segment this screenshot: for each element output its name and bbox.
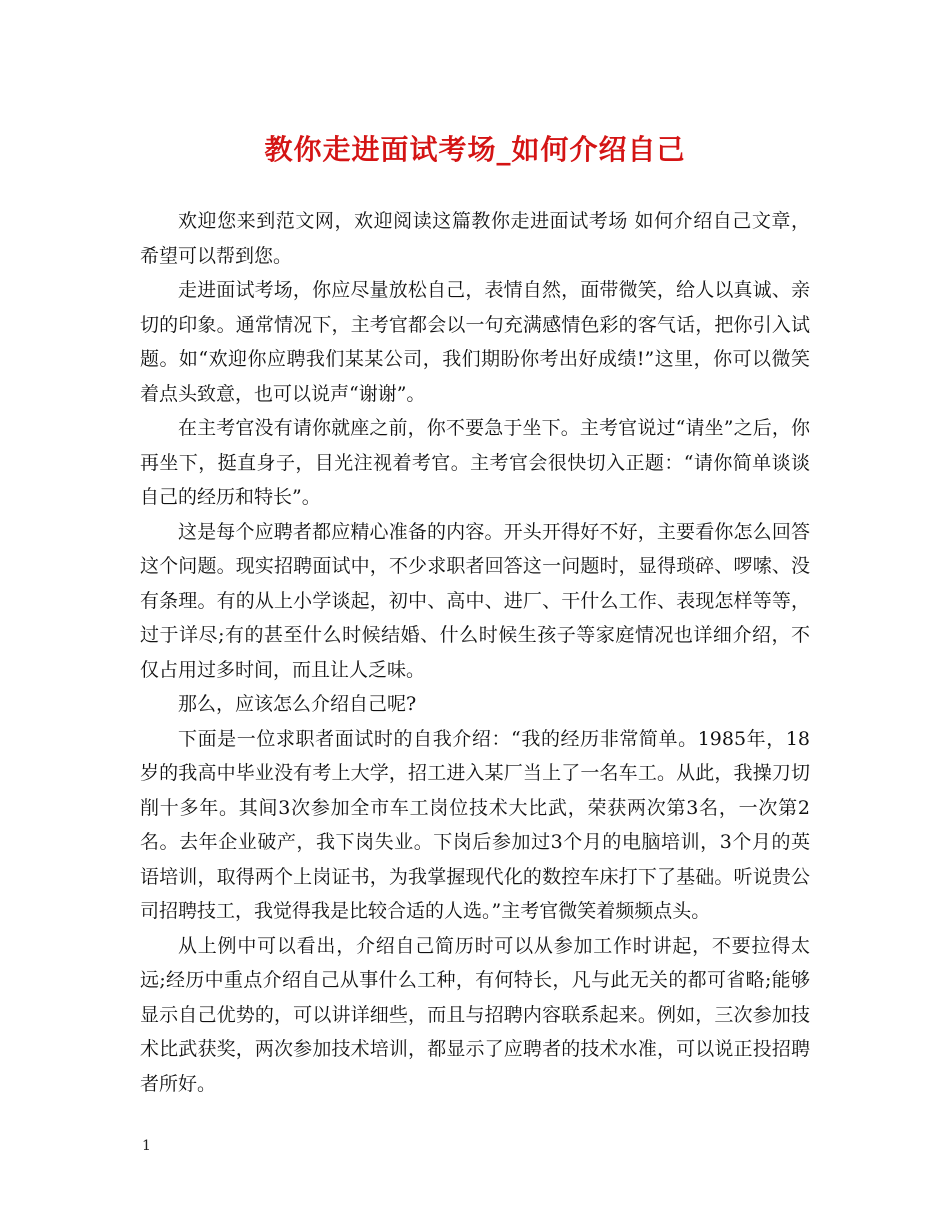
paragraph-welcome: 欢迎您来到范文网，欢迎阅读这篇教你走进面试考场 如何介绍自己文章，希望可以帮到您。 bbox=[140, 210, 810, 267]
page-number: 1 bbox=[142, 1138, 151, 1154]
document-title: 教你走进面试考场_如何介绍自己 bbox=[264, 133, 686, 166]
paragraph-example-introduction: 下面是一位求职者面试时的自我介绍：“我的经历非常简单。1985年，18岁的我高中毕业没有考上大学，招工进入某厂当上了一名车工。从此，我操刀切削十多年。其间3次参加全市车工岗位技术大比武，荣获两次第3名，一次第2名。去年企业破产，我下岗失业。下岗后参加过3个月的电脑培训，3个月的英语培训，取得两个上岗证书，为我掌握现代化的数控车床打下了基础。听说贵公司招聘技工，我觉得我是比较合适的人选。”主考官微笑着频频点头。 bbox=[140, 727, 810, 922]
document-body bbox=[140, 204, 810, 1101]
paragraph-conclusion: 从上例中可以看出，介绍自己简历时可以从参加工作时讲起，不要拉得太远;经历中重点介绍自己从事什么工种，有何特长，凡与此无关的都可省略;能够显示自己优势的，可以讲详细些，而且与招聘内容联系起来。例如，三次参加技术比武获奖，两次参加技术培训，都显示了应聘者的技术水准，可以说正投招聘者所好。 bbox=[140, 934, 810, 1095]
paragraph-question: 那么，应该怎么介绍自己呢? bbox=[178, 693, 417, 715]
paragraph-taking-seat: 在主考官没有请你就座之前，你不要急于坐下。主考官说过“请坐”之后，你再坐下，挺直身子，目光注视着考官。主考官会很快切入正题：“请你简单谈谈自己的经历和特长”。 bbox=[140, 417, 810, 508]
paragraph-entering-exam-room: 走进面试考场，你应尽量放松自己，表情自然，面带微笑，给人以真诚、亲切的印象。通常情况下，主考官都会以一句充满感情色彩的客气话，把你引入试题。如“欢迎你应聘我们某某公司，我们期盼你考出好成绩!”这里，你可以微笑着点头致意，也可以说声“谢谢”。 bbox=[140, 279, 810, 405]
paragraph-self-introduction-importance: 这是每个应聘者都应精心准备的内容。开头开得好不好，主要看你怎么回答这个问题。现实招聘面试中，不少求职者回答这一问题时，显得琐碎、啰嗦、没有条理。有的从上小学谈起，初中、高中、进厂、干什么工作、表现怎样等等，过于详尽;有的甚至什么时候结婚、什么时候生孩子等家庭情况也详细介绍，不仅占用过多时间，而且让人乏味。 bbox=[140, 520, 810, 681]
